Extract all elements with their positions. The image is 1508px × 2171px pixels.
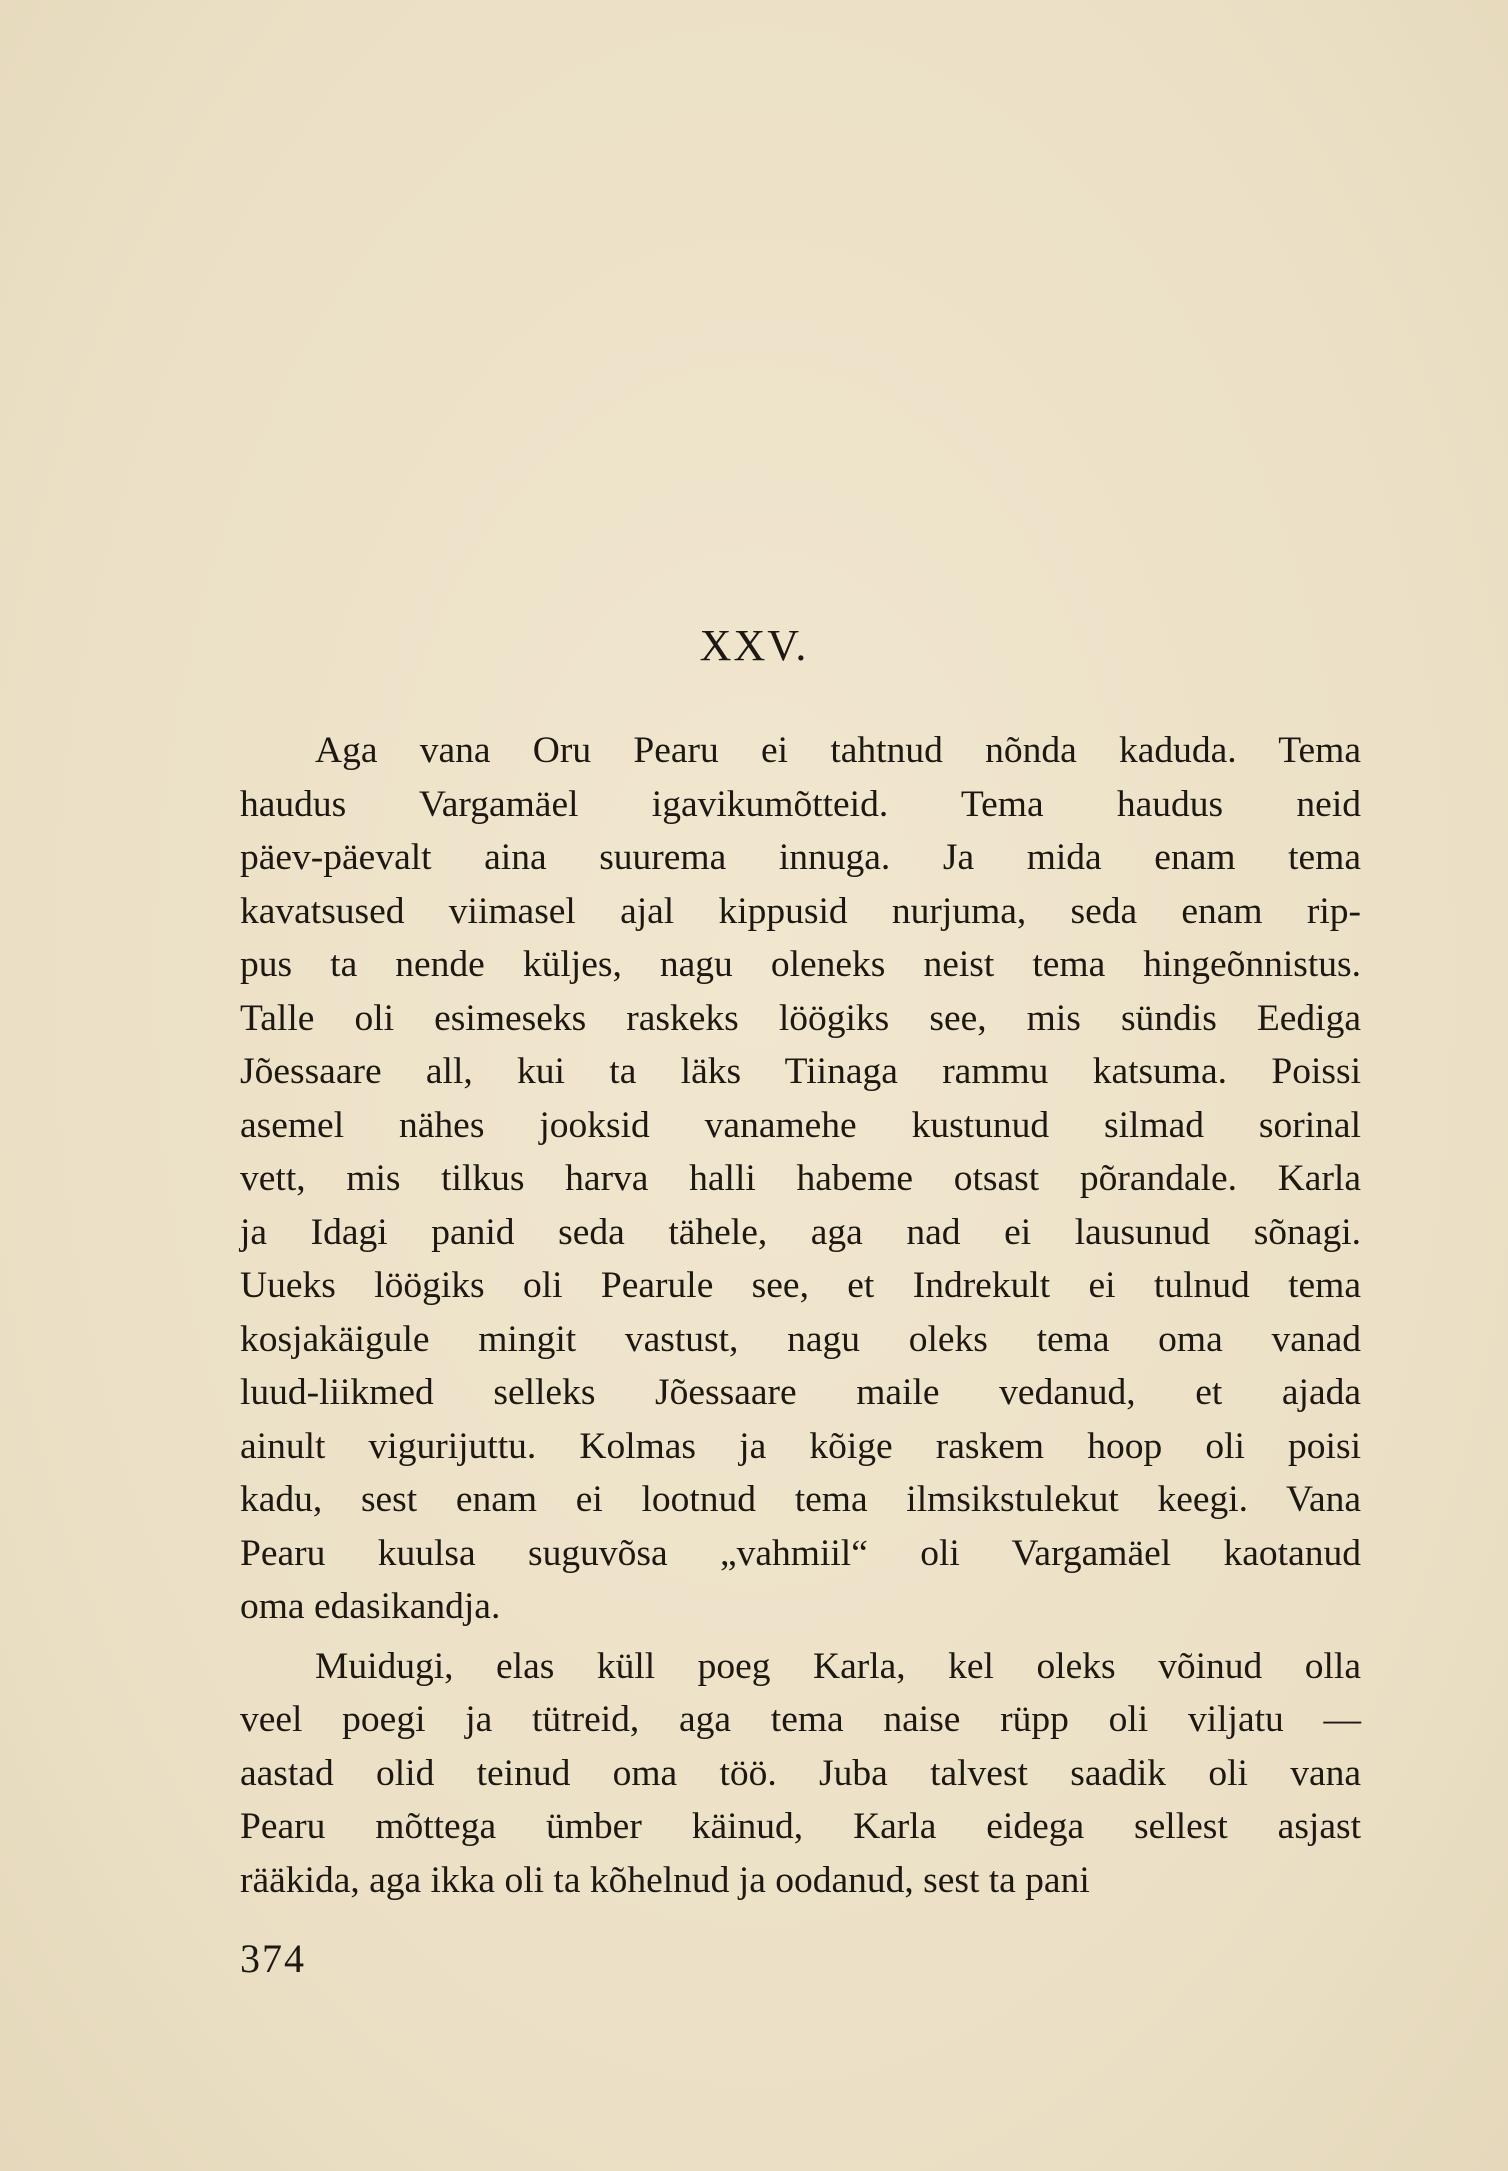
- text-line: ja Idagi panid seda tähele, aga nad ei lausunud sõnagi.: [240, 1211, 1361, 1253]
- text-line: aastad olid teinud oma töö. Juba talvest saadik oli vana: [240, 1752, 1361, 1794]
- text-line: Jõessaare all, kui ta läks Tiinaga rammu katsuma. Poissi: [240, 1051, 1361, 1092]
- paragraph: [240, 1640, 1361, 1908]
- text-line: Aga vana Oru Pearu ei tahtnud nõnda kaduda. Tema: [315, 730, 1361, 771]
- body-text: [240, 724, 1361, 1907]
- text-line: Pearu mõttega ümber käinud, Karla eidega sellest asjast: [240, 1806, 1361, 1847]
- text-line: Uueks löögiks oli Pearule see, et Indrekult ei tulnud tema: [240, 1265, 1361, 1306]
- chapter-heading: XXV.: [699, 621, 809, 670]
- text-line: Pearu kuulsa suguvõsa „vahmiil“ oli Vargamäel kaotanud: [240, 1532, 1361, 1574]
- text-line: vett, mis tilkus harva halli habeme otsast põrandale. Karla: [240, 1158, 1361, 1199]
- text-line: kosjakäigule mingit vastust, nagu oleks tema oma vanad: [240, 1318, 1361, 1360]
- text-line: Talle oli esimeseks raskeks löögiks see, mis sündis Eediga: [240, 997, 1361, 1039]
- text-line: Muidugi, elas küll poeg Karla, kel oleks võinud olla: [315, 1645, 1361, 1687]
- text-line: veel poegi ja tütreid, aga tema naise rüpp oli viljatu —: [240, 1699, 1361, 1740]
- text-line: päev-päevalt aina suurema innuga. Ja mida enam tema: [240, 837, 1361, 878]
- text-line: asemel nähes jooksid vanamehe kustunud silmad sorinal: [240, 1104, 1361, 1146]
- text-line: pus ta nende küljes, nagu oleneks neist tema hingeõnnistus.: [240, 944, 1361, 985]
- text-line: luud-liikmed selleks Jõessaare maile vedanud, et ajada: [240, 1372, 1361, 1413]
- text-line: haudus Vargamäel igavikumõtteid. Tema haudus neid: [240, 783, 1361, 825]
- text-line: oma edasikandja.: [240, 1586, 501, 1627]
- text-line: rääkida, aga ikka oli ta kõhelnud ja oodanud, sest ta pani: [240, 1859, 1090, 1901]
- paragraph: [240, 724, 1361, 1634]
- text-line: ainult vigurijuttu. Kolmas ja kõige raskem hoop oli poisi: [240, 1425, 1361, 1467]
- page-number: 374: [240, 1936, 306, 1981]
- text-line: kadu, sest enam ei lootnud tema ilmsikstulekut keegi. Vana: [240, 1479, 1361, 1520]
- text-line: kavatsused viimasel ajal kippusid nurjuma, seda enam rip-: [240, 890, 1361, 932]
